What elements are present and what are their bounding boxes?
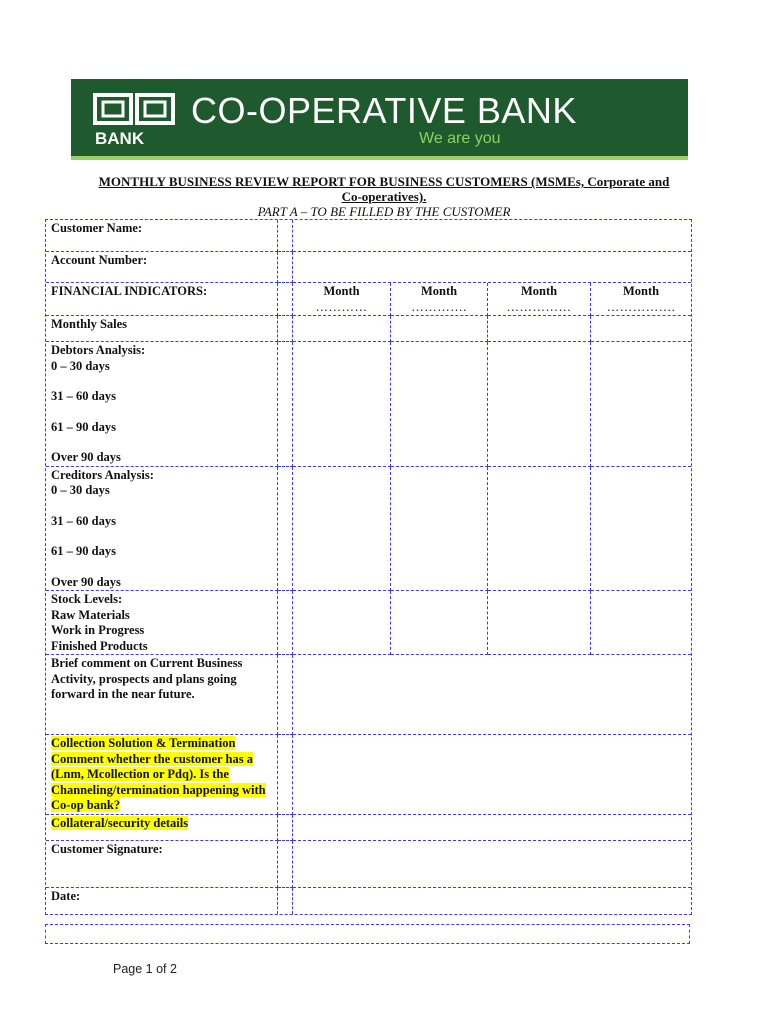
monthly-sales-field-2[interactable] (391, 316, 488, 342)
account-number-label: Account Number: (46, 252, 278, 283)
brief-comment-field[interactable] (293, 655, 691, 735)
collection-solution-label: Collection Solution & Termination Comment whether the customer has a (Lnm, Mcollection or Pdq). Is the Channeling/termination happening with Co-op bank? (46, 735, 278, 815)
report-title-line-2: Co-operatives). (341, 189, 427, 204)
date-field[interactable] (293, 888, 691, 914)
debtors-analysis-label: Debtors Analysis: 0 – 30 days 31 – 60 days 61 – 90 days Over 90 days (46, 342, 278, 467)
financial-indicators-label: FINANCIAL INDICATORS: (46, 283, 278, 316)
customer-name-field[interactable] (293, 220, 691, 252)
month-header-2: Month …………. (391, 283, 488, 316)
bank-tagline: We are you (419, 130, 501, 147)
debtors-field-4[interactable] (591, 342, 691, 467)
customer-signature-field[interactable] (293, 841, 691, 888)
debtors-field-2[interactable] (391, 342, 488, 467)
creditors-analysis-label: Creditors Analysis: 0 – 30 days 31 – 60 days 61 – 90 days Over 90 days (46, 467, 278, 592)
monthly-sales-field-3[interactable] (488, 316, 591, 342)
account-number-field[interactable] (293, 252, 691, 283)
stock-levels-label: Stock Levels: Raw Materials Work in Progress Finished Products (46, 591, 278, 655)
stock-field-2[interactable] (391, 591, 488, 655)
debtors-field-3[interactable] (488, 342, 591, 467)
part-a-subtitle: PART A – TO BE FILLED BY THE CUSTOMER (257, 204, 511, 219)
month-header-3: Month …………… (488, 283, 591, 316)
date-label: Date: (46, 888, 278, 914)
empty-section-box (45, 924, 690, 944)
month-header-1: Month ………… (293, 283, 391, 316)
bank-name: CO-OPERATIVE BANK (191, 90, 577, 131)
creditors-field-2[interactable] (391, 467, 488, 592)
customer-signature-label: Customer Signature: (46, 841, 278, 888)
stock-field-1[interactable] (293, 591, 391, 655)
debtors-field-1[interactable] (293, 342, 391, 467)
collateral-field[interactable] (293, 815, 691, 841)
creditors-field-1[interactable] (293, 467, 391, 592)
creditors-field-3[interactable] (488, 467, 591, 592)
stock-field-3[interactable] (488, 591, 591, 655)
business-review-form (45, 219, 692, 915)
customer-name-label: Customer Name: (46, 220, 278, 252)
monthly-sales-field-4[interactable] (591, 316, 691, 342)
monthly-sales-field-1[interactable] (293, 316, 391, 342)
collateral-label: Collateral/security details (46, 815, 278, 841)
brief-comment-label: Brief comment on Current Business Activity, prospects and plans going forward in the near future. (46, 655, 278, 735)
monthly-sales-label: Monthly Sales (46, 316, 278, 342)
co-op-bank-logo (93, 91, 177, 147)
bank-banner (71, 79, 688, 160)
collection-solution-field[interactable] (293, 735, 691, 815)
page-number: Page 1 of 2 (113, 962, 177, 976)
stock-field-4[interactable] (591, 591, 691, 655)
svg-text:BANK: BANK (95, 129, 145, 147)
report-title-line-1: MONTHLY BUSINESS REVIEW REPORT FOR BUSINESS CUSTOMERS (MSMEs, Corporate and (98, 174, 670, 189)
creditors-field-4[interactable] (591, 467, 691, 592)
month-header-4: Month ……………. (591, 283, 691, 316)
